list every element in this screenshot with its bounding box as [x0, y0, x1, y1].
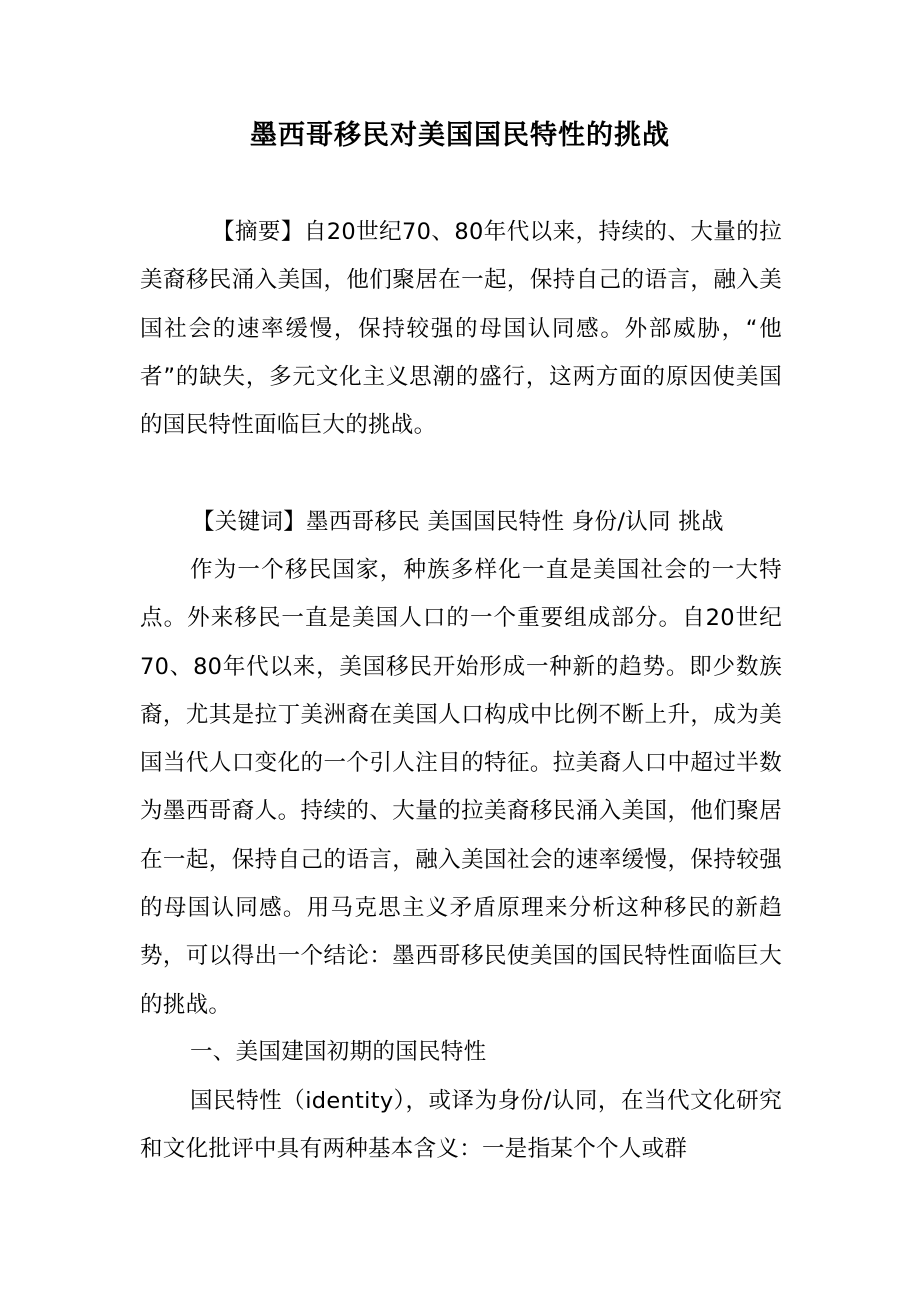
keywords-paragraph: [140, 498, 782, 546]
body-paragraph-2: 国民特性（identity），或译为身份/认同，在当代文化研究和文化批评中具有两种基本含义：一是指某个个人或群: [140, 1088, 782, 1163]
abstract-label: 【摘要】: [212, 219, 304, 245]
section-heading-1: 一、美国建国初期的国民特性: [190, 1039, 487, 1065]
keywords-text: 墨西哥移民 美国国民特性 身份/认同 挑战: [306, 509, 724, 535]
body-paragraph-1: 作为一个移民国家，种族多样化一直是美国社会的一大特点。外来移民一直是美国人口的一个重要组成部分。自20世纪70、80年代以来，美国移民开始形成一种新的趋势。即少数族裔，尤其是拉丁美洲裔在美国人口构成中比例不断上升，成为美国当代人口变化的一个引人注目的特征。拉美裔人口中超过半数为墨西哥裔人。持续的、大量的拉美裔移民涌入美国，他们聚居在一起，保持自己的语言，融入美国社会的速率缓慢，保持较强的母国认同感。用马克思主义矛盾原理来分析这种移民的新趋势，可以得出一个结论：墨西哥移民使美国的国民特性面临巨大的挑战。: [140, 557, 782, 1018]
keywords-label: 【关键词】: [192, 509, 307, 535]
abstract-paragraph: [140, 208, 782, 449]
document-title: 墨西哥移民对美国国民特性的挑战: [250, 120, 670, 151]
abstract-text: 自20世纪70、80年代以来，持续的、大量的拉美裔移民涌入美国，他们聚居在一起，保持自己的语言，融入美国社会的速率缓慢，保持较强的母国认同感。外部威胁，“他者”的缺失，多元文化主义思潮的盛行，这两方面的原因使美国的国民特性面临巨大的挑战。: [140, 219, 782, 439]
